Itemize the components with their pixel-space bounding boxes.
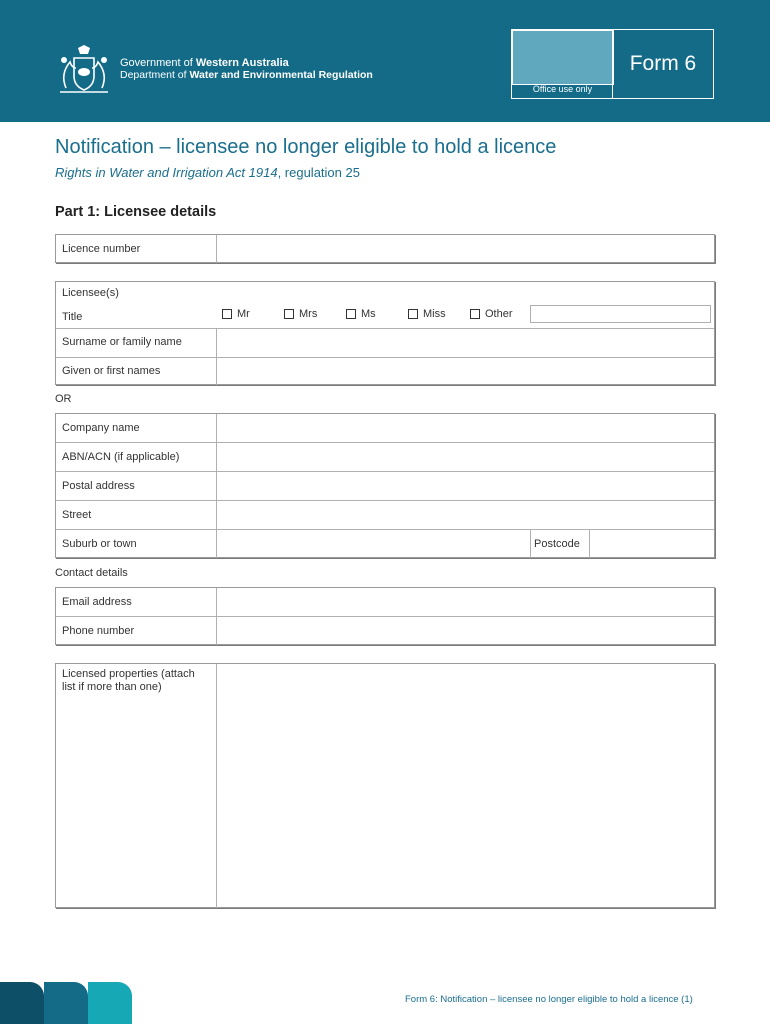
email-label: Email address [62,596,132,608]
office-use-box [512,30,614,85]
abn-field[interactable] [217,443,714,471]
contact-details-label: Contact details [55,567,128,579]
page-subtitle: Rights in Water and Irrigation Act 1914, regulation 25 [55,165,360,180]
part-heading: Part 1: Licensee details [55,204,217,220]
phone-label: Phone number [62,625,135,637]
given-names-label: Given or first names [62,365,161,377]
form-number: Form 6 [629,52,697,75]
footer-tab-mid [44,982,88,1024]
footer-text: Form 6: Notification – licensee no longer eligible to hold a licence (1) [405,994,693,1005]
licence-number-label: Licence number [62,243,141,255]
properties-box [55,663,715,908]
other-title-field[interactable] [530,305,711,323]
given-names-field[interactable] [217,358,714,385]
miss-checkbox[interactable] [408,309,418,319]
postcode-label: Postcode [534,538,580,550]
postcode-field[interactable] [590,530,714,558]
page-title: Notification – licensee no longer eligible to hold a licence [55,136,557,158]
company-name-field[interactable] [217,414,714,442]
licensee-box [55,281,715,385]
licensees-label: Licensee(s) [62,287,119,299]
or-label: OR [55,393,72,405]
street-field[interactable] [217,501,714,529]
company-box [55,413,715,558]
abn-label: ABN/ACN (if applicable) [62,451,180,463]
phone-field[interactable] [217,617,714,645]
contact-box [55,587,715,645]
miss-label: Miss [423,308,446,320]
postal-address-label: Postal address [62,480,135,492]
mr-label: Mr [237,308,250,320]
company-name-label: Company name [62,422,140,434]
footer-tab-light [88,982,132,1024]
mrs-label: Mrs [299,308,318,320]
surname-label: Surname or family name [62,336,182,348]
department-name: Department of Water and Environmental Regulation [120,69,373,81]
suburb-field[interactable] [217,530,530,558]
title-row [56,301,714,328]
street-label: Street [62,509,92,521]
licence-number-field[interactable] [217,235,714,263]
surname-field[interactable] [217,329,714,357]
title-label: Title [62,311,83,323]
licence-number-box [55,234,715,263]
properties-label: Licensed properties (attach list if more than one) [62,668,195,693]
email-field[interactable] [217,588,714,616]
office-use-label: Office use only [532,84,593,94]
suburb-label: Suburb or town [62,538,137,550]
government-name: Government of Western Australia [120,57,289,69]
ms-label: Ms [361,308,376,320]
ms-checkbox[interactable] [346,309,356,319]
footer-tab-dark [0,982,44,1024]
mrs-checkbox[interactable] [284,309,294,319]
header-banner [0,0,770,122]
other-label: Other [485,308,513,320]
properties-field[interactable] [217,664,714,907]
mr-checkbox[interactable] [222,309,232,319]
wa-coat-of-arms-logo [54,44,114,96]
divider [530,529,531,558]
postal-address-field[interactable] [217,472,714,500]
other-checkbox[interactable] [470,309,480,319]
